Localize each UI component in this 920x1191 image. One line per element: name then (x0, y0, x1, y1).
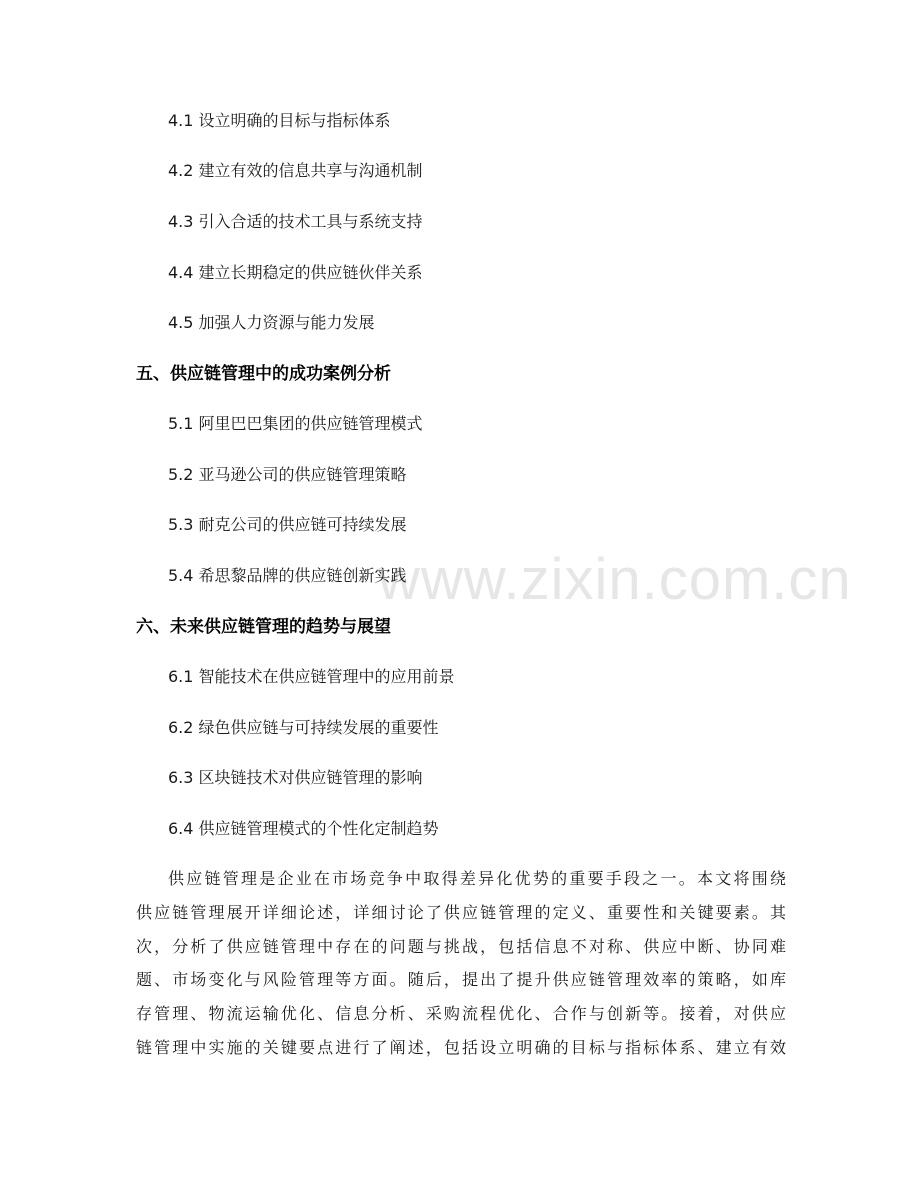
watermark: www.zixin.com.cn (378, 547, 852, 612)
toc-item-6-1: 6.1 智能技术在供应链管理中的应用前景 (168, 667, 455, 686)
toc-item-6-2: 6.2 绿色供应链与可持续发展的重要性 (168, 718, 439, 737)
toc-item-4-5: 4.5 加强人力资源与能力发展 (168, 313, 375, 332)
toc-item-5-1: 5.1 阿里巴巴集团的供应链管理模式 (168, 414, 423, 433)
toc-item-5-4: 5.4 希思黎品牌的供应链创新实践 (168, 566, 407, 585)
toc-item-6-4: 6.4 供应链管理模式的个性化定制趋势 (168, 819, 439, 838)
section-heading-5: 五、供应链管理中的成功案例分析 (136, 364, 391, 384)
toc-item-4-2: 4.2 建立有效的信息共享与沟通机制 (168, 161, 423, 180)
body-line-4: 题、市场变化与风险管理等方面。随后，提出了提升供应链管理效率的策略，如库 (136, 970, 786, 989)
toc-item-4-1: 4.1 设立明确的目标与指标体系 (168, 111, 391, 130)
toc-item-5-2: 5.2 亚马逊公司的供应链管理策略 (168, 465, 407, 484)
toc-item-5-3: 5.3 耐克公司的供应链可持续发展 (168, 515, 407, 534)
body-line-1: 供应链管理是企业在市场竞争中取得差异化优势的重要手段之一。本文将围绕 (168, 869, 786, 888)
body-line-2: 供应链管理展开详细论述，详细讨论了供应链管理的定义、重要性和关键要素。其 (136, 903, 786, 922)
toc-item-4-3: 4.3 引入合适的技术工具与系统支持 (168, 212, 423, 231)
body-line-6: 链管理中实施的关键要点进行了阐述，包括设立明确的目标与指标体系、建立有效 (136, 1038, 786, 1057)
section-heading-6: 六、未来供应链管理的趋势与展望 (136, 617, 391, 637)
body-line-5: 存管理、物流运输优化、信息分析、采购流程优化、合作与创新等。接着，对供应 (136, 1004, 786, 1023)
toc-item-6-3: 6.3 区块链技术对供应链管理的影响 (168, 768, 423, 787)
body-line-3: 次，分析了供应链管理中存在的问题与挑战，包括信息不对称、供应中断、协同难 (136, 937, 786, 956)
toc-item-4-4: 4.4 建立长期稳定的供应链伙伴关系 (168, 263, 423, 282)
